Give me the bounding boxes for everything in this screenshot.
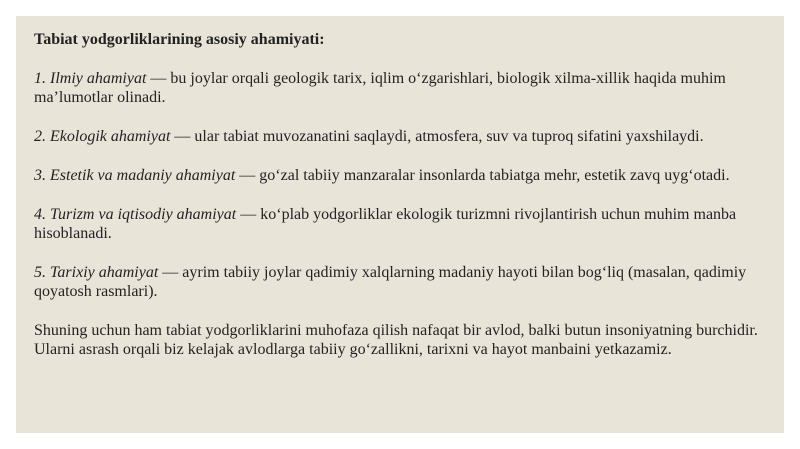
- item-label: 4. Turizm va iqtisodiy ahamiyat: [34, 206, 237, 223]
- item-text: — go‘zal tabiiy manzaralar insonlarda tabiatga mehr, estetik zavq uyg‘otadi.: [235, 167, 730, 184]
- item-text: — ayrim tabiiy joylar qadimiy xalqlarning madaniy hayoti bilan bog‘liq (masalan, qadimiy qoyatosh rasmlari).: [34, 264, 747, 300]
- item-text: — ular tabiat muvozanatini saqlaydi, atmosfera, suv va tuproq sifatini yaxshilaydi.: [170, 128, 704, 145]
- list-item: [34, 69, 766, 107]
- section-heading: Tabiat yodgorliklarining asosiy ahamiyati:: [34, 31, 325, 48]
- item-label: 5. Tarixiy ahamiyat: [34, 264, 159, 281]
- item-text: — ko‘plab yodgorliklar ekologik turizmni rivojlantirish uchun muhim manba hisoblanadi.: [34, 206, 737, 242]
- list-item: [34, 205, 766, 243]
- item-text: — bu joylar orqali geologik tarix, iqlim o‘zgarishlari, biologik xilma-xillik haqida muhim ma’lumotlar olinadi.: [34, 70, 726, 106]
- item-label: 3. Estetik va madaniy ahamiyat: [34, 167, 236, 184]
- content-panel: [16, 16, 784, 433]
- list-item: [34, 166, 766, 185]
- closing-paragraph: Shuning uchun ham tabiat yodgorliklarini muhofaza qilish nafaqat bir avlod, balki butun insoniyatning burchidir. Ularni asrash orqali biz kelajak avlodlarga tabiiy go‘zallikni, tarixni va hayot manbaini yetkazamiz.: [34, 322, 758, 358]
- item-label: 2. Ekologik ahamiyat: [34, 128, 171, 145]
- item-label: 1. Ilmiy ahamiyat: [34, 70, 147, 87]
- list-item: [34, 127, 766, 146]
- list-item: [34, 263, 766, 301]
